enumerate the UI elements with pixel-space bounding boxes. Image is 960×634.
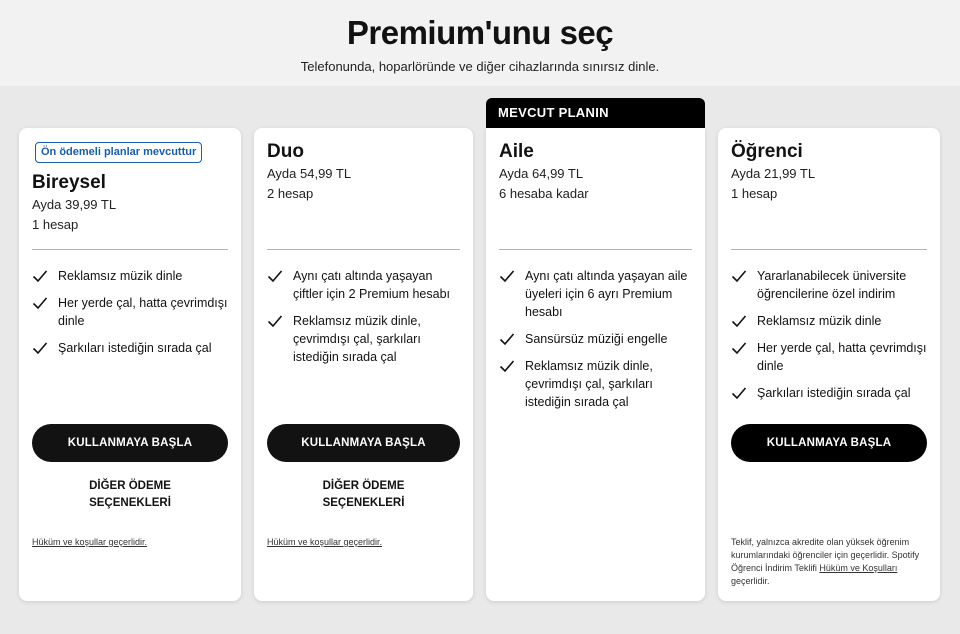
student-terms: Teklif, yalnızca akredite olan yüksek öğrenim kurumlarındaki öğrenciler için geçerlidir. Spotify Öğrenci İndirim Teklifi Hüküm ve Koşulları geçerlidir. <box>731 537 920 586</box>
page-title: Premium'unu seç <box>346 14 614 51</box>
feature-list <box>731 267 930 411</box>
check-icon <box>32 295 48 311</box>
check-icon <box>32 268 48 284</box>
check-icon <box>731 340 747 356</box>
current-plan-banner: MEVCUT PLANIN <box>486 98 705 128</box>
feature-item: Şarkıları istediğin sırada çal <box>731 384 930 402</box>
page-subtitle: Telefonunda, hoparlöründe ve diğer cihazlarında sınırsız dinle. <box>300 59 660 74</box>
plan-name: Öğrenci <box>731 141 803 162</box>
start-button[interactable]: KULLANMAYA BAŞLA <box>267 424 460 462</box>
check-icon <box>267 313 283 329</box>
feature-list <box>499 267 695 420</box>
check-icon <box>499 358 515 374</box>
plan-name: Aile <box>499 141 534 162</box>
page-header <box>0 0 960 86</box>
plan-card-ogrenci <box>718 128 940 601</box>
plan-card-bireysel <box>19 128 241 601</box>
plan-price: Ayda 21,99 TL <box>731 166 816 181</box>
feature-item: Reklamsız müzik dinle <box>731 312 930 330</box>
plan-accounts: 1 hesap <box>731 186 778 201</box>
check-icon <box>731 313 747 329</box>
divider <box>267 249 460 250</box>
other-payment-options-link[interactable]: DİĞER ÖDEME SEÇENEKLERİ <box>322 480 405 509</box>
plan-name: Duo <box>267 141 304 162</box>
feature-list <box>267 267 463 375</box>
check-icon <box>267 268 283 284</box>
feature-list <box>32 267 231 366</box>
feature-item: Yararlanabilecek üniversite öğrencilerine özel indirim <box>731 267 930 303</box>
other-payment-options-link[interactable]: DİĞER ÖDEME SEÇENEKLERİ <box>89 480 171 509</box>
plan-price: Ayda 39,99 TL <box>32 197 117 212</box>
feature-item: Sansürsüz müziği engelle <box>499 330 695 348</box>
start-button[interactable]: KULLANMAYA BAŞLA <box>32 424 228 462</box>
check-icon <box>731 385 747 401</box>
plan-accounts: 1 hesap <box>32 217 79 232</box>
terms-link[interactable]: Hüküm ve koşullar geçerlidir. <box>267 537 383 547</box>
plan-accounts: 2 hesap <box>267 186 314 201</box>
check-icon <box>499 331 515 347</box>
feature-item: Aynı çatı altında yaşayan çiftler için 2 Premium hesabı <box>267 267 463 303</box>
plan-price: Ayda 54,99 TL <box>267 166 352 181</box>
plan-card-duo <box>254 128 473 601</box>
check-icon <box>731 268 747 284</box>
terms-link[interactable]: Hüküm ve koşullar geçerlidir. <box>32 537 148 547</box>
prepaid-badge: Ön ödemeli planlar mevcuttur <box>35 142 202 163</box>
feature-item: Her yerde çal, hatta çevrimdışı dinle <box>32 294 231 330</box>
divider <box>32 249 228 250</box>
check-icon <box>32 340 48 356</box>
plan-name: Bireysel <box>32 172 106 193</box>
feature-item: Reklamsız müzik dinle <box>32 267 231 285</box>
feature-item: Reklamsız müzik dinle, çevrimdışı çal, şarkıları istediğin sırada çal <box>499 357 695 411</box>
plan-card-aile <box>486 128 705 601</box>
start-button[interactable]: KULLANMAYA BAŞLA <box>731 424 927 462</box>
divider <box>731 249 927 250</box>
plan-price: Ayda 64,99 TL <box>499 166 584 181</box>
plan-accounts: 6 hesaba kadar <box>499 186 589 201</box>
student-terms-link[interactable]: Hüküm ve Koşulları <box>819 563 898 573</box>
feature-item: Şarkıları istediğin sırada çal <box>32 339 231 357</box>
feature-item: Reklamsız müzik dinle, çevrimdışı çal, şarkıları istediğin sırada çal <box>267 312 463 366</box>
feature-item: Aynı çatı altında yaşayan aile üyeleri için 6 ayrı Premium hesabı <box>499 267 695 321</box>
feature-item: Her yerde çal, hatta çevrimdışı dinle <box>731 339 930 375</box>
check-icon <box>499 268 515 284</box>
divider <box>499 249 692 250</box>
